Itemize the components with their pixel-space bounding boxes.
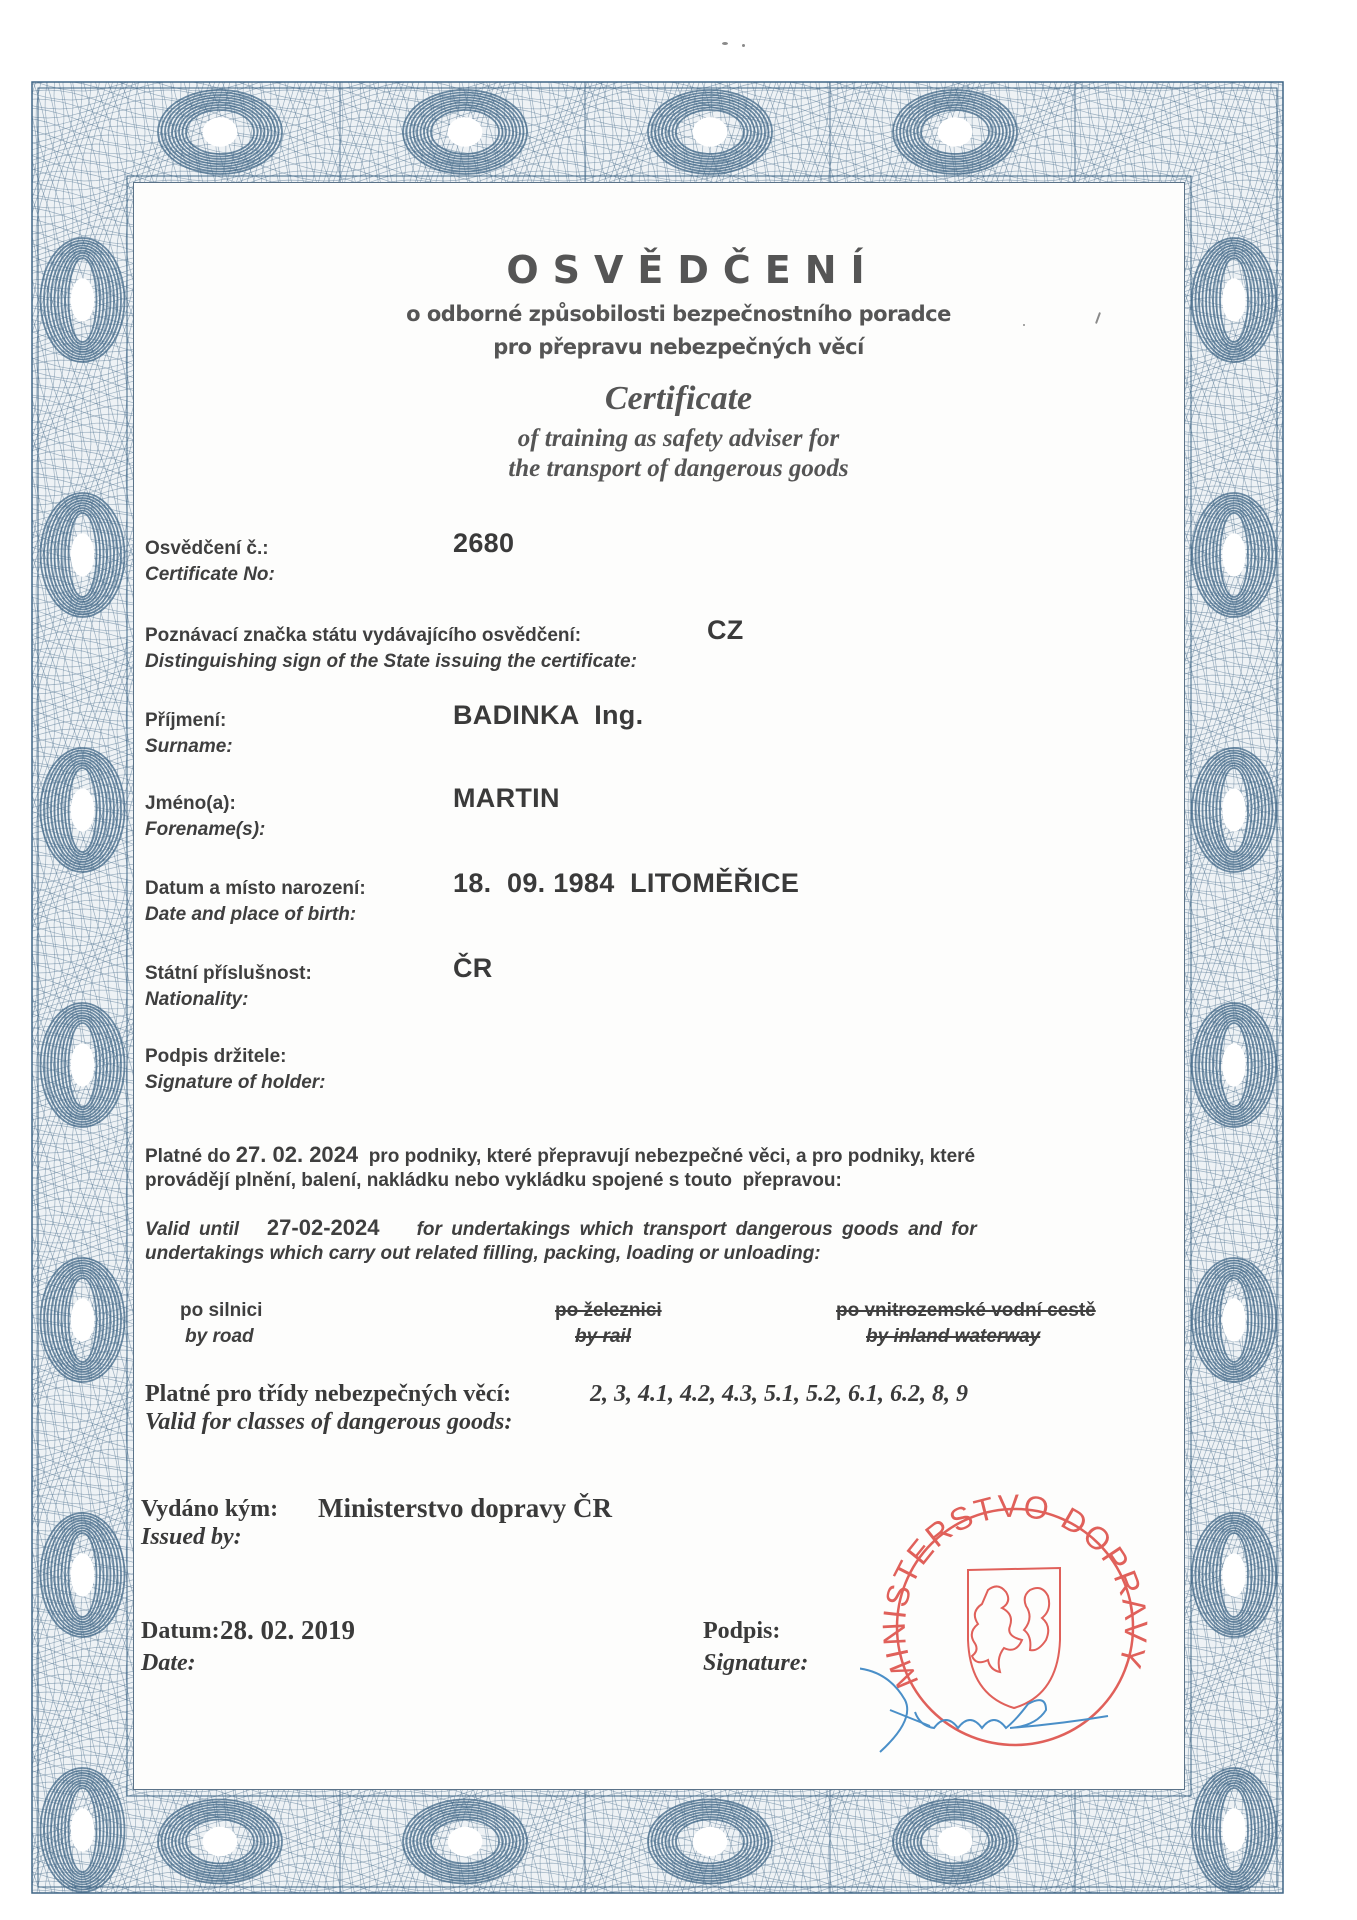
validity-en-text: for undertakings which transport dangerous goods and for (416, 1219, 977, 1240)
signature-label: Podpis: (703, 1618, 781, 1644)
stamp-text: MINISTERSTVO DOPRAVY (875, 1490, 1155, 1694)
validity-cz-line1 (145, 1142, 975, 1168)
issued-by-value: Ministerstvo dopravy ČR (318, 1493, 612, 1523)
validity-cz-line2: provádějí plnění, balení, nakládku nebo vykládku spojené s touto přepravou: (145, 1170, 842, 1191)
nationality-label: Státní příslušnost: (145, 963, 312, 984)
mode-road-en: by road (185, 1326, 254, 1347)
mode-rail-en: by rail (575, 1326, 631, 1347)
validity-en-prefix: Valid until (145, 1219, 240, 1240)
surname-value: BADINKA Ing. (453, 700, 644, 730)
date-label: Datum: (141, 1618, 220, 1644)
issued-by-label-en: Issued by: (141, 1524, 242, 1550)
signature-label-en: Signature: (703, 1650, 809, 1676)
forenames-label-en: Forename(s): (145, 819, 266, 840)
validity-en-line1 (145, 1215, 977, 1241)
birth-value: 18. 09. 1984 LITOMĚŘICE (453, 868, 800, 898)
subtitle-cz-line2: pro přepravu nebezpečných věcí (493, 335, 864, 359)
paper-speck (722, 42, 728, 45)
certificate-no-label: Osvědčení č.: (145, 538, 269, 559)
validity-en-line2: undertakings which carry out related filling, packing, loading or unloading: (145, 1243, 821, 1264)
mode-waterway-cz: po vnitrozemské vodní cestě (836, 1300, 1096, 1321)
forenames-value: MARTIN (453, 783, 560, 813)
state-sign-label: Poznávací značka státu vydávajícího osvědčení: (145, 625, 582, 646)
paper-speck (742, 44, 745, 47)
surname-label: Příjmení: (145, 710, 227, 731)
forenames-label: Jméno(a): (145, 793, 236, 814)
title-en: Certificate (604, 380, 753, 417)
classes-label-en: Valid for classes of dangerous goods: (145, 1409, 513, 1435)
coat-of-arms-icon (968, 1568, 1060, 1708)
surname-label-en: Surname: (145, 736, 233, 757)
subtitle-cz-line1: o odborné způsobilosti bezpečnostního poradce (406, 302, 951, 326)
holder-signature-label: Podpis držitele: (145, 1046, 287, 1067)
birth-label: Datum a místo narození: (145, 878, 366, 899)
subtitle-en-line2: the transport of dangerous goods (508, 455, 849, 482)
certificate-no-value: 2680 (453, 528, 515, 558)
nationality-label-en: Nationality: (145, 989, 249, 1010)
state-sign-label-en: Distinguishing sign of the State issuing the certificate: (145, 651, 637, 672)
certificate-title: OSVĚDČENÍ (506, 248, 879, 292)
validity-cz-date: 27. 02. 2024 (235, 1142, 359, 1167)
validity-en-date: 27-02-2024 (266, 1215, 380, 1240)
issued-by-label: Vydáno kým: (141, 1496, 279, 1522)
date-value: 28. 02. 2019 (220, 1615, 355, 1645)
nationality-value: ČR (453, 953, 493, 983)
holder-signature-label-en: Signature of holder: (145, 1072, 326, 1093)
state-sign-value: CZ (707, 615, 744, 645)
classes-value: 2, 3, 4.1, 4.2, 4.3, 5.1, 5.2, 6.1, 6.2, 8, 9 (590, 1381, 968, 1407)
subtitle-en-line1: of training as safety adviser for (517, 425, 840, 452)
validity-cz-text: pro podniky, které přepravují nebezpečné věci, a pro podniky, které (368, 1146, 976, 1167)
birth-label-en: Date and place of birth: (145, 904, 357, 925)
mode-rail-cz: po železnici (555, 1300, 662, 1321)
date-label-en: Date: (141, 1650, 196, 1676)
mode-waterway-en: by inland waterway (866, 1326, 1041, 1347)
validity-cz-prefix: Platné do (145, 1146, 231, 1167)
official-stamp (860, 1490, 1160, 1790)
mode-road-cz: po silnici (180, 1300, 263, 1321)
certificate-no-label-en: Certificate No: (145, 564, 275, 585)
classes-label: Platné pro třídy nebezpečných věcí: (145, 1381, 512, 1407)
